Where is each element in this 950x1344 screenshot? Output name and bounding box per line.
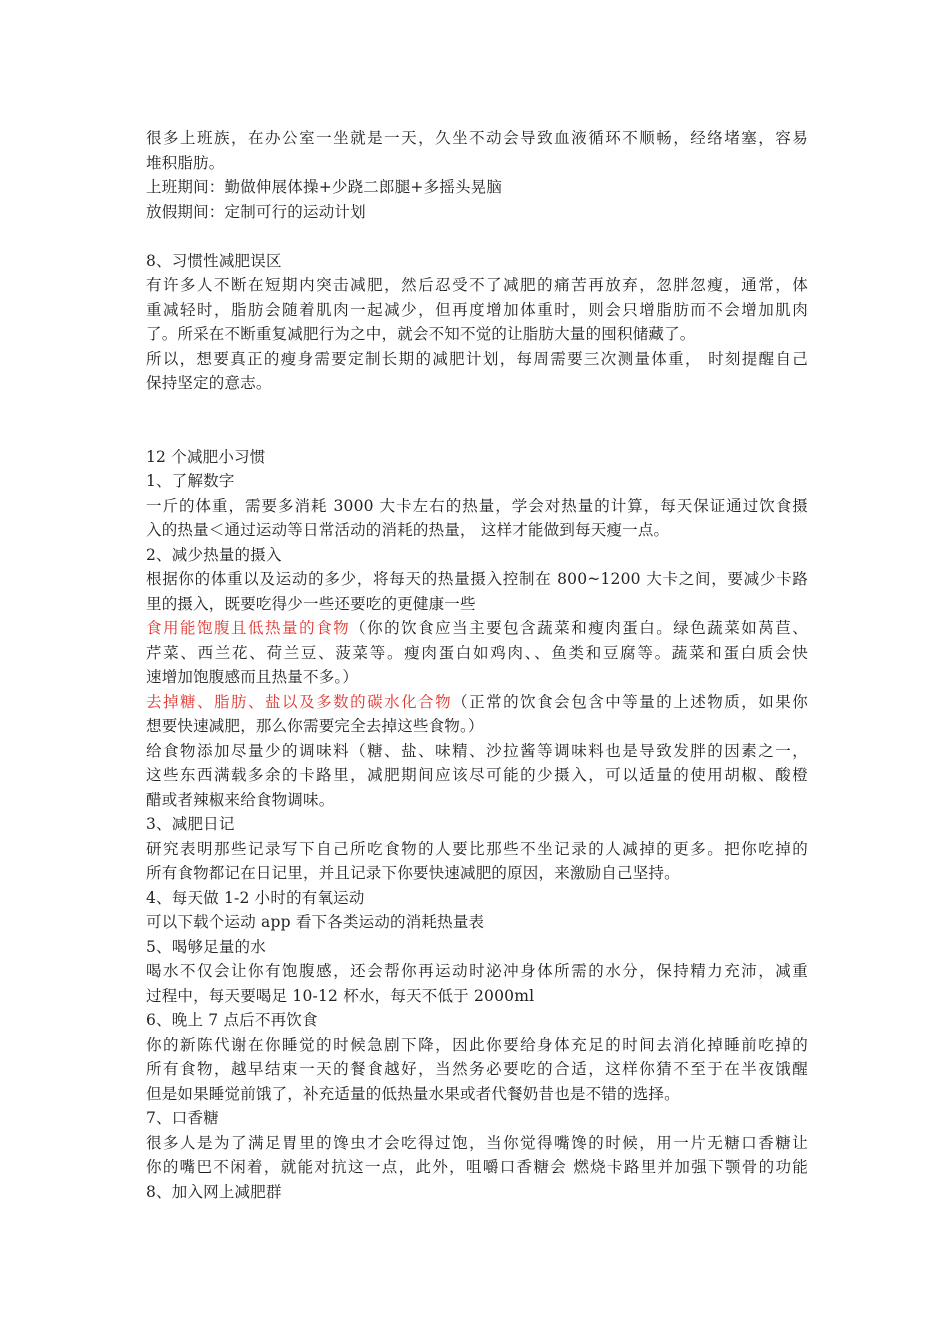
section-heading: 3、减肥日记 bbox=[146, 815, 235, 833]
paragraph-line: 想要快速减肥，那么你需要完全去掉这些食物。） bbox=[146, 717, 484, 735]
paragraph-line: 里的摄入，既要吃得少一些还要吃的更健康一些 bbox=[146, 594, 476, 613]
section-heading: 7、口香糖 bbox=[146, 1109, 219, 1127]
highlighted-text: 去掉糖、脂肪、盐以及多数的碳水化合物 bbox=[146, 692, 453, 711]
section-title: 12 个减肥小习惯 bbox=[146, 447, 266, 466]
paragraph-text: （你的饮食应当主要包含蔬菜和瘦肉蛋白。绿色蔬菜如莴苣、 bbox=[350, 619, 808, 637]
paragraph-line bbox=[146, 616, 808, 641]
paragraph-line: 有许多人不断在短期内突击减肥，然后忍受不了减肥的痛苦再放弃，忽胖忽瘦，通常，体 bbox=[146, 276, 808, 294]
paragraph-line: 你的嘴巴不闲着，就能对抗这一点，此外，咀嚼口香糖会 燃烧卡路里并加强下颚骨的功能 bbox=[146, 1158, 808, 1176]
highlighted-text: 食用能饱腹且低热量的食物 bbox=[146, 619, 351, 637]
paragraph-line: 但是如果睡觉前饿了，补充适量的低热量水果或者代餐奶昔也是不错的选择。 bbox=[146, 1084, 680, 1103]
paragraph-line: 可以下载个运动 app 看下各类运动的消耗热量表 bbox=[146, 913, 485, 931]
paragraph-line: 很多人是为了满足胃里的馋虫才会吃得过饱，当你觉得嘴馋的时候，用一片无糖口香糖让 bbox=[146, 1133, 808, 1152]
paragraph-text: （正常的饮食会包含中等量的上述物质，如果你 bbox=[452, 692, 808, 711]
paragraph-line: 保持坚定的意志。 bbox=[146, 374, 272, 392]
paragraph-line bbox=[146, 690, 808, 715]
paragraph-line: 很多上班族，在办公室一坐就是一天，久坐不动会导致血液循环不顺畅，经络堵塞，容易 bbox=[146, 129, 808, 147]
paragraph-line: 研究表明那些记录写下自己所吃食物的人要比那些不坐记录的人减掉的更多。把你吃掉的 bbox=[146, 839, 808, 858]
section-heading: 2、减少热量的摄入 bbox=[146, 545, 282, 564]
section-heading: 1、了解数字 bbox=[146, 472, 235, 490]
section-heading: 4、每天做 1-2 小时的有氧运动 bbox=[146, 888, 365, 907]
paragraph-line: 速增加饱腹感而且热量不多。） bbox=[146, 668, 359, 686]
paragraph-line: 根据你的体重以及运动的多少，将每天的热量摄入控制在 800~1200 大卡之间，要减少卡路 bbox=[146, 570, 808, 588]
section-heading: 5、喝够足量的水 bbox=[146, 937, 266, 956]
paragraph-line: 重减轻时，脂肪会随着肌肉一起减少，但再度增加体重时，则会只增脂肪而不会增加肌肉 bbox=[146, 300, 808, 319]
paragraph-line: 芹菜、西兰花、荷兰豆、菠菜等。瘦肉蛋白如鸡肉、、鱼类和豆腐等。蔬菜和蛋白质会快 bbox=[146, 643, 808, 662]
paragraph-line: 过程中，每天要喝足 10-12 杯水，每天不低于 2000ml bbox=[146, 986, 535, 1005]
document-body bbox=[146, 126, 808, 1204]
section-heading: 6、晚上 7 点后不再饮食 bbox=[146, 1011, 318, 1029]
section-heading: 8、加入网上减肥群 bbox=[146, 1182, 282, 1201]
paragraph-line: 醋或者辣椒来给食物调味。 bbox=[146, 790, 335, 809]
paragraph-line: 一斤的体重，需要多消耗 3000 大卡左右的热量，学会对热量的计算，每天保证通过饮食摄 bbox=[146, 496, 808, 515]
paragraph-line: 所有食物，越早结束一天的餐食越好，当然务必要吃的合适，这样你猜不至于在半夜饿醒 bbox=[146, 1060, 808, 1078]
spacer bbox=[146, 396, 808, 445]
paragraph-line: 喝水不仅会让你有饱腹感，还会帮你再运动时泌冲身体所需的水分，保持精力充沛，减重 bbox=[146, 962, 808, 980]
paragraph-line: 上班期间：勤做伸展体操+少跷二郎腿+多摇头晃脑 bbox=[146, 178, 503, 196]
section-heading: 8、习惯性减肥误区 bbox=[146, 251, 282, 270]
paragraph-line: 给食物添加尽量少的调味料（糖、盐、味精、沙拉酱等调味料也是导致发胖的因素之一， bbox=[146, 741, 808, 760]
paragraph-line: 了。所采在不断重复减肥行为之中，就会不知不觉的让脂肪大量的囤积储藏了。 bbox=[146, 325, 696, 343]
paragraph-line: 堆积脂肪。 bbox=[146, 153, 225, 172]
paragraph-line: 所以，想要真正的瘦身需要定制长期的减肥计划，每周需要三次测量体重， 时刻提醒自己 bbox=[146, 349, 808, 368]
paragraph-line: 你的新陈代谢在你睡觉的时候急剧下降，因此你要给身体充足的时间去消化掉睡前吃掉的 bbox=[146, 1035, 808, 1054]
paragraph-line: 入的热量＜通过运动等日常活动的消耗的热量， 这样才能做到每天瘦一点。 bbox=[146, 521, 670, 539]
paragraph-line: 这些东西满载多余的卡路里，减肥期间应该尽可能的少摄入，可以适量的使用胡椒、酸橙 bbox=[146, 766, 808, 784]
paragraph-line: 放假期间：定制可行的运动计划 bbox=[146, 202, 366, 221]
paragraph-line: 所有食物都记在日记里，并且记录下你要快速减肥的原因，来激励自己坚持。 bbox=[146, 864, 680, 882]
spacer bbox=[146, 224, 808, 249]
